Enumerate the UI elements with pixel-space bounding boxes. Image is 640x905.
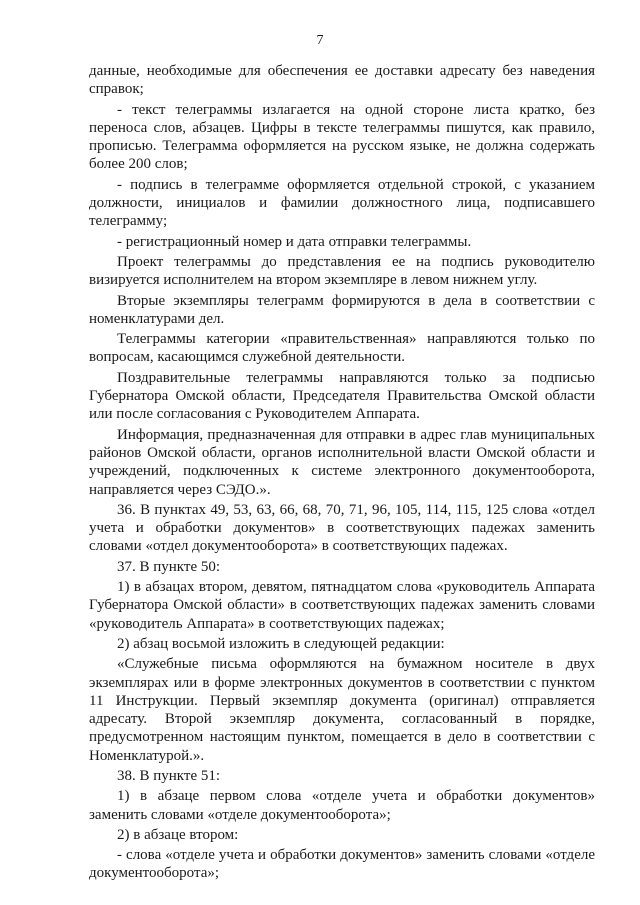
paragraph: - регистрационный номер и дата отправки телеграммы.	[117, 233, 472, 250]
paragraph: Поздравительные телеграммы направляются только за подписью Губернатора Омской области, Председателя Правительства Омской области или после согласования с Руководителем Аппарата.	[89, 369, 595, 423]
paragraph: «Служебные письма оформляются на бумажном носителе в двух экземплярах или в форме электронных документов в соответствии с пунктом 11 Инструкции. Первый экземпляр документа (оригинал) отправляется адресату. Второй экземпляр документа, согласованный в порядке, предусмотренном настоящим пунктом, помещается в дело в соответствии с Номенклатурой.».	[89, 656, 595, 764]
paragraph: 1) в абзацах втором, девятом, пятнадцатом слова «руководитель Аппарата Губернатора Омской области» в соответствующих падежах заменить словами «руководитель Аппарата» в соответствующих падежах;	[89, 579, 595, 632]
paragraph: - подпись в телеграмме оформляется отдельной строкой, с указанием должности, инициалов и фамилии должностного лица, подписавшего телеграмму;	[89, 176, 595, 230]
paragraph: Информация, предназначенная для отправки в адрес глав муниципальных районов Омской области, органов исполнительной власти Омской области и учреждений, подключенных к системе электронного документооборота, направляется через СЭДО.».	[89, 426, 595, 498]
paragraph: Вторые экземпляры телеграмм формируются в дела в соответствии с номенклатурами дел.	[89, 292, 595, 327]
paragraph: 38. В пункте 51:	[117, 767, 221, 784]
paragraph: - текст телеграммы излагается на одной стороне листа кратко, без переноса слов, абзацев. Цифры в тексте телеграммы пишутся, как правило, прописью. Телеграмма оформляется на русском языке, не должна содержать более 200 слов;	[89, 101, 595, 173]
paragraph: 37. В пункте 50:	[117, 558, 221, 575]
paragraph: данные, необходимые для обеспечения ее доставки адресату без наведения справок;	[89, 63, 595, 98]
paragraph: - слова «отделе учета и обработки документов» заменить словами «отделе документооборота»;	[89, 847, 595, 882]
paragraph: 2) абзац восьмой изложить в следующей редакции:	[117, 635, 445, 652]
document-body	[89, 62, 595, 885]
paragraph: Проект телеграммы до представления ее на подпись руководителю визируется исполнителем на втором экземпляре в левом нижнем углу.	[89, 253, 595, 289]
paragraph: 1) в абзаце первом слова «отделе учета и обработки документов» заменить словами «отделе документооборота»;	[89, 788, 595, 823]
paragraph: 2) в абзаце втором:	[117, 826, 239, 843]
paragraph: Телеграммы категории «правительственная» направляются только по вопросам, касающимся служебной деятельности.	[89, 331, 595, 366]
paragraph: 36. В пунктах 49, 53, 63, 66, 68, 70, 71, 96, 105, 114, 115, 125 слова «отдел учета и обработки документов» в соответствующих падежах заменить словами «отдел документооборота» в соответствующих падежах.	[89, 501, 595, 555]
page-number: 7	[316, 33, 324, 48]
